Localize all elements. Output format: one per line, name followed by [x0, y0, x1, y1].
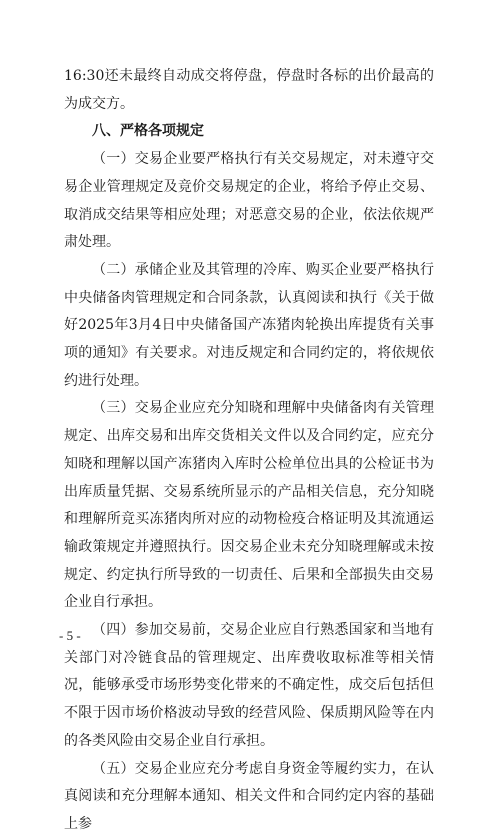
continued-paragraph: 16:30还未最终自动成交将停盘，停盘时各标的出价最高的为成交方。 — [64, 68, 434, 112]
paragraph-3: （三）交易企业应充分知晓和理解中央储备肉有关管理规定、出库交易和出库交货相关文件以及合同约定，应充分知晓和理解以国产冻猪肉入库时公检单位出具的公检证书为出库质量凭据、交易系统所显示的产品相关信息，充分知晓和理解所竞买冻猪肉所对应的动物检疫合格证明及其流通运输政策规定并遵照执行。因交易企业未充分知晓理解或未按规定、约定执行所导致的一切责任、后果和全部损失由交易企业自行承担。 — [64, 400, 434, 611]
paragraph-4: （四）参加交易前，交易企业应自行熟悉国家和当地有关部门对冷链食品的管理规定、出库费收取标准等相关情况，能够承受市场形势变化带来的不确定性，成交后包括但不限于因市场价格波动导致的经营风险、保质期风险等在内的各类风险由交易企业自行承担。 — [64, 622, 434, 749]
page-number: - 5 - — [59, 628, 81, 643]
paragraph-1: （一）交易企业要严格执行有关交易规定，对未遵守交易企业管理规定及竞价交易规定的企业，将给予停止交易、取消成交结果等相应处理；对恶意交易的企业，依法依规严肃处理。 — [64, 151, 434, 251]
document-body — [64, 63, 434, 839]
paragraph-2: （二）承储企业及其管理的冷库、购买企业要严格执行中央储备肉管理规定和合同条款，认真阅读和执行《关于做好2025年3月4日中央储备国产冻猪肉轮换出库提货有关事项的通知》有关要求。对违反规定和合同约定的，将依规依约进行处理。 — [64, 261, 434, 389]
paragraph-5: （五）交易企业应充分考虑自身资金等履约实力，在认真阅读和充分理解本通知、相关文件和合同约定内容的基础上参 — [64, 760, 434, 832]
section-heading: 八、严格各项规定 — [92, 123, 204, 140]
